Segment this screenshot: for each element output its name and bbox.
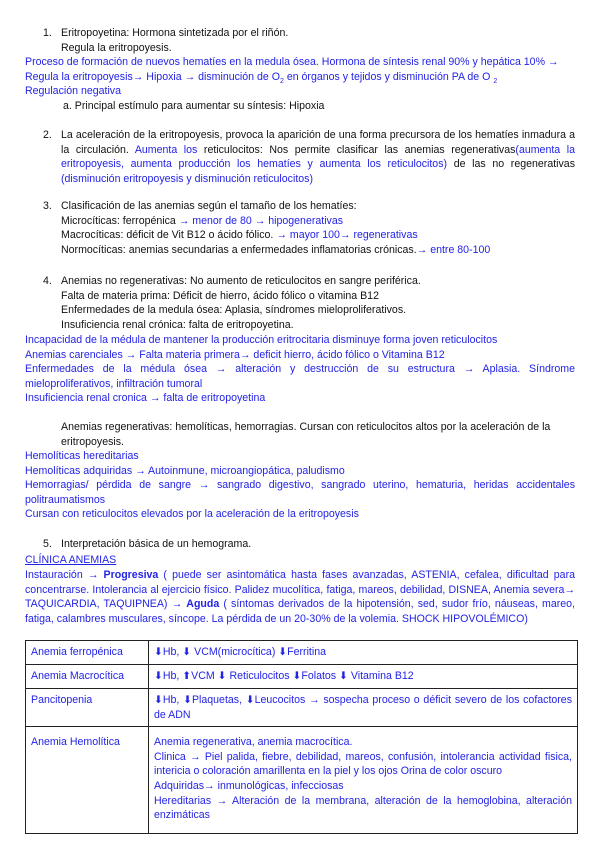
anemia-table — [25, 640, 578, 834]
note-text: → mayor 100→ regenerativas — [276, 229, 418, 242]
desc-line: Clinica → Piel palida, fiebre, debilidad, mareos, confusión, intolerancia actividad fisica, intericia o coloración amarillenta en la piel y los ojos Orina de color oscuro — [154, 750, 572, 778]
subscript: 2 — [493, 77, 498, 85]
text: de las no regenerativas — [447, 158, 575, 171]
item-number: 5. — [43, 538, 52, 550]
text-line: Enfermedades de la medula ósea: Aplasia, síndromes mieloproliferativos. — [61, 304, 407, 317]
note-text: (disminución eritropoyesis y disminución reticulocitos) — [61, 172, 313, 185]
text: ( puede ser asintomática hasta fases avanzadas, ASTENIA, cefalea, dificultad para concentrarse. Intolerancia al ejercicio físico. Palidez mucolítica, fatiga, mareos, debilidad, DISNEA, Anemia severa→ TAQUICARDIA, TAQUIPNEA) → — [25, 569, 575, 611]
bold-text: Aguda — [186, 598, 220, 611]
text: Instauración → — [25, 569, 104, 581]
text: reticulocitos: Nos permite clasificar las anemias regenerativas — [197, 143, 516, 156]
note-text: (aumenta la eritropoyesis, aumenta producción los hematíes y aumenta los reticulocitos) — [61, 143, 575, 171]
clinica-paragraph — [25, 568, 575, 626]
desc-line: ⬇Hb, ⬇ VCM(microcítica) ⬇Ferritina — [154, 646, 327, 658]
table-row — [26, 689, 578, 727]
note-text: → entre 80-100 — [416, 243, 491, 256]
item-4 — [43, 274, 575, 332]
item-1-sub-a: a. Principal estímulo para aumentar su síntesis: Hipoxia — [63, 100, 325, 112]
anemia-desc — [149, 665, 578, 689]
note-text: Hemorragias/ pérdida de sangre → sangrado digestivo, sangrado uterino, hematuria, heridas accidentales politraumatismos — [25, 479, 575, 506]
anemia-name: Anemia Macrocítica — [26, 665, 149, 689]
item-1-notes — [25, 55, 575, 99]
note-text: Hemolíticas hereditarias — [25, 450, 139, 462]
text-line: Anemias no regenerativas: No aumento de reticulocitos en sangre periférica. — [61, 275, 421, 287]
text: Normocíticas: anemias secundarias a enfermedades inflamatorias crónicas. — [61, 243, 417, 256]
anemia-name: Anemia ferropénica — [26, 641, 149, 665]
desc-line: Anemia regenerativa, anemia macrocítica. — [154, 736, 353, 749]
item-1 — [43, 26, 575, 55]
text: Microcíticas: ferropénica — [61, 214, 179, 227]
classification-row — [61, 243, 575, 258]
item-number: 1. — [43, 27, 52, 39]
item-3-title: Clasificación de las anemias según el tamaño de los hematíes: — [61, 200, 357, 212]
item-1-line-1: Eritropoyetina: Hormona sintetizada por el riñón. — [61, 27, 289, 39]
table-row — [26, 727, 578, 834]
anemia-desc — [149, 641, 578, 665]
bold-text: Progresiva — [103, 569, 159, 581]
item-5 — [43, 537, 575, 552]
item-number: 2. — [43, 129, 52, 141]
desc-line: ⬇Hb, ⬆VCM ⬇ Reticulocitos ⬇Folatos ⬇ Vitamina B12 — [154, 670, 414, 682]
item-1-line-2: Regula la eritropoyesis. — [61, 41, 172, 54]
item-number: 3. — [43, 200, 52, 212]
note-text: Enfermedades de la médula ósea → alteración y destrucción de su estructura → Aplasia. Síndrome mieloproliferativos, infiltración tumoral — [25, 363, 575, 390]
note-text: Proceso de formación de nuevos hematíes en la medula ósea. Hormona de síntesis renal 90% y hepática 10% → Regula la eritropoyesis→ Hipoxia → disminución de O — [25, 56, 559, 83]
regenerativas-notes — [25, 449, 575, 522]
subscript: 2 — [279, 77, 284, 85]
anemia-name: Pancitopenia — [26, 689, 149, 727]
note-text: Aumenta los — [134, 143, 198, 156]
text: ( síntomas derivados de la hipotensión, sed, sudor frío, náuseas, mareo, fatiga, calambres musculares, síncope. La pérdida de un 20-30% de la volemia. SHOCK HIPOVOLÉMICO) — [25, 598, 575, 625]
note-text: en órganos y tejidos y disminución PA de O — [283, 70, 494, 83]
desc-line: Adquiridas→ inmunológicas, infecciosas — [154, 779, 344, 792]
regenerativas-text: Anemias regenerativas: hemolíticas, hemorragias. Cursan con reticulocitos altos por la aceleración de la eritropoyesis. — [61, 421, 551, 448]
desc-line: ⬇Hb, ⬇Plaquetas, ⬇Leucocitos → sospecha proceso o déficit severo de los cofactores de ADN — [154, 694, 572, 721]
note-text: Hemolíticas adquiridas → Autoinmune, microangiopática, paludismo — [25, 464, 345, 477]
classification-row — [61, 228, 575, 243]
clinica-heading: CLÍNICA ANEMIAS — [25, 554, 117, 566]
table-row — [26, 641, 578, 665]
note-text: Regulación negativa — [25, 85, 122, 98]
table-row — [26, 665, 578, 689]
note-text: Cursan con reticulocitos elevados por la aceleración de la eritropoyesis — [25, 508, 359, 521]
anemia-desc — [149, 727, 578, 834]
item-2 — [43, 128, 575, 186]
text: La aceleración de la eritropoyesis, provoca la aparición de una forma precursora de los hematíes inmadura a la circulación. — [61, 129, 575, 156]
desc-line: Hereditarias → Alteración de la membrana, alteración de la hemoglobina, alteración enzimáticas — [154, 794, 572, 822]
note-text: Insuficiencia renal cronica → falta de eritropoyetina — [25, 392, 266, 405]
note-text: → menor de 80 → hipogenerativas — [178, 214, 344, 227]
note-text: Anemias carenciales → Falta materia primera→ deficit hierro, ácido fólico o Vitamina B12 — [25, 348, 445, 361]
anemia-name: Anemia Hemolítica — [26, 727, 149, 834]
item-number: 4. — [43, 275, 52, 287]
item-3 — [43, 199, 575, 257]
classification-row — [61, 214, 575, 229]
item-5-title: Interpretación básica de un hemograma. — [61, 538, 252, 550]
note-text: Incapacidad de la médula de mantener la producción eritrocitaria disminuye forma joven reticulocitos — [25, 334, 498, 346]
item-4-notes — [25, 333, 575, 406]
text: Macrocíticas: déficit de Vit B12 o ácido fólico. — [61, 229, 277, 242]
text-line: Falta de materia prima: Déficit de hierro, ácido fólico o vitamina B12 — [61, 289, 379, 302]
text-line: Insuficiencia renal crónica: falta de eritropoyetina. — [61, 318, 294, 331]
anemia-desc — [149, 689, 578, 727]
